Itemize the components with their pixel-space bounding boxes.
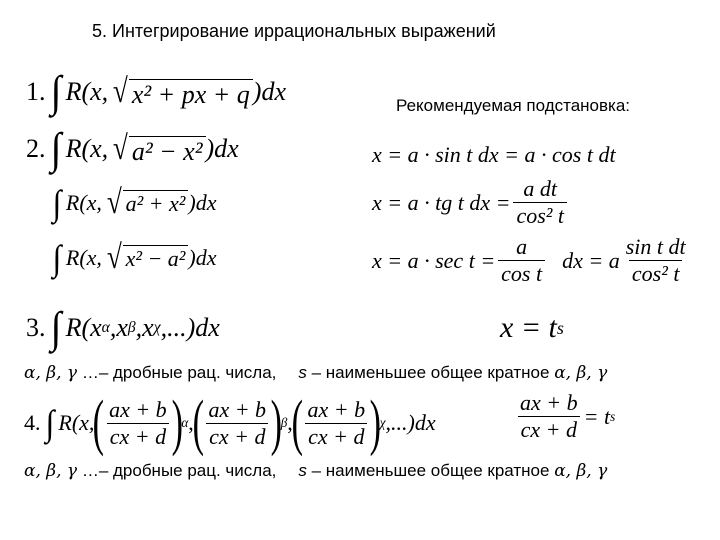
integral-sign: ∫ [44, 403, 54, 443]
numerator: a [516, 234, 528, 259]
formula-text: , [287, 410, 293, 435]
denominator: cos t [498, 260, 545, 285]
left-paren: ( [93, 389, 105, 457]
radicand: x² + px + q [129, 79, 253, 109]
variable-s: s [298, 461, 307, 480]
formula-2 [26, 124, 239, 173]
numerator: sin t dt [625, 234, 686, 259]
formula-text: R(x, [65, 245, 102, 270]
right-paren: ) [270, 389, 283, 457]
sqrt [105, 186, 188, 220]
greek-letters: α, β, γ [24, 461, 78, 481]
formula-text: R(x, [65, 77, 109, 106]
note-text: …– дробные рац. числа, [77, 461, 277, 480]
numerator: ax + b [307, 396, 366, 422]
radicand: x² − a² [123, 245, 189, 275]
right-paren: ) [369, 389, 382, 457]
sqrt [111, 132, 205, 166]
recommended-substitution-label: Рекомендуемая подстановка: [396, 96, 631, 115]
formula-text: )dx [188, 245, 217, 270]
formula-1 [26, 67, 286, 116]
integral-sign: ∫ [50, 303, 61, 352]
note-text: …– дробные рац. числа, [77, 363, 277, 382]
substitution-3 [372, 236, 692, 285]
substitution-2 [372, 178, 570, 227]
note-2 [24, 461, 607, 481]
right-paren: ) [171, 389, 183, 457]
item-number: 3. [26, 313, 46, 342]
numerator: ax + b [520, 390, 578, 415]
numerator: ax + b [208, 396, 267, 422]
denominator: cx + d [107, 423, 169, 448]
radicand: a² + x² [123, 190, 189, 220]
item-number: 1. [26, 77, 46, 106]
integral-sign: ∫ [50, 124, 61, 173]
substitution-1 [372, 144, 616, 166]
formula-text: )dx [188, 190, 217, 215]
formula-text: R(x, [65, 190, 102, 215]
greek-letters: α, β, γ [24, 363, 78, 383]
formula-2b [50, 185, 216, 221]
substitution-text: dx = a [562, 247, 620, 273]
fraction [517, 392, 581, 441]
left-paren: ( [192, 389, 204, 457]
note-text: – наименьшее общее кратное [306, 363, 555, 382]
numerator: ax + b [109, 396, 167, 422]
radical-sign: √ [106, 239, 122, 276]
greek-letters: α, β, γ [554, 363, 608, 383]
denominator: cx + d [518, 416, 580, 441]
note-1 [24, 363, 607, 383]
denominator: cx + d [206, 423, 268, 448]
numerator: a dt [523, 176, 558, 201]
substitution-5: $\frac{ax + b}{cx + d}$ = t s [514, 392, 615, 441]
fraction [498, 236, 545, 285]
integral-sign: ∫ [50, 67, 61, 116]
radical-sign: √ [113, 73, 128, 110]
formula-text: , [188, 410, 194, 435]
integral-sign: ∫ [52, 183, 62, 223]
radical-sign: √ [106, 184, 122, 221]
formula-text: R(x, [65, 134, 109, 163]
sqrt [111, 75, 253, 109]
substitution-text: x = a · sec t = [372, 247, 496, 273]
formula-2c [50, 240, 216, 276]
fraction [106, 396, 170, 449]
substitution-text: x = a · tg t dx = [372, 189, 511, 215]
radicand: a² − x² [129, 136, 206, 166]
substitution-text: x = t [500, 311, 557, 344]
formula-text: )dx [252, 77, 286, 106]
substitution-text: x = a · sin t dx = a · cos t dt [372, 142, 616, 167]
fraction [205, 396, 269, 449]
substitution-text: = t [583, 403, 611, 429]
radical-sign: √ [113, 130, 128, 167]
fraction [623, 236, 689, 285]
fraction [513, 178, 567, 227]
formula-text: R(x, [58, 410, 95, 435]
formula-text: ,...)dx [385, 410, 436, 435]
denominator: cos² t [629, 260, 683, 285]
integral-sign: ∫ [52, 238, 62, 278]
left-paren: ( [291, 389, 303, 457]
formula-text: )dx [205, 134, 239, 163]
item-number: 2. [26, 134, 46, 163]
formula-text: ,x [109, 313, 128, 342]
formula-4: 4. ∫ R(x, ( $\frac{ax + b}{cx + d}$ ) α , ( $\frac{ax + b}{cx + d}$ ) β , ( $\frac{ax + b}{cx + d}$ ) χ ,...)dx [24, 389, 436, 457]
formula-text: ,...)dx [160, 313, 220, 342]
item-number: 4. [24, 410, 41, 435]
sqrt [105, 241, 188, 275]
substitution-4: x = t s [500, 311, 564, 344]
formula-text: ,x [135, 313, 154, 342]
fraction [304, 396, 368, 449]
formula-3: 3. ∫ R(x α ,x β ,x χ ,...)dx [26, 303, 220, 352]
denominator: cx + d [305, 423, 367, 448]
formula-text: R(x [65, 313, 102, 342]
note-text: – наименьшее общее кратное [306, 461, 555, 480]
variable-s: s [298, 363, 307, 382]
denominator: cos² t [513, 202, 567, 227]
page-title: 5. Интегрирование иррациональных выражений [92, 21, 496, 41]
greek-letters: α, β, γ [554, 461, 608, 481]
